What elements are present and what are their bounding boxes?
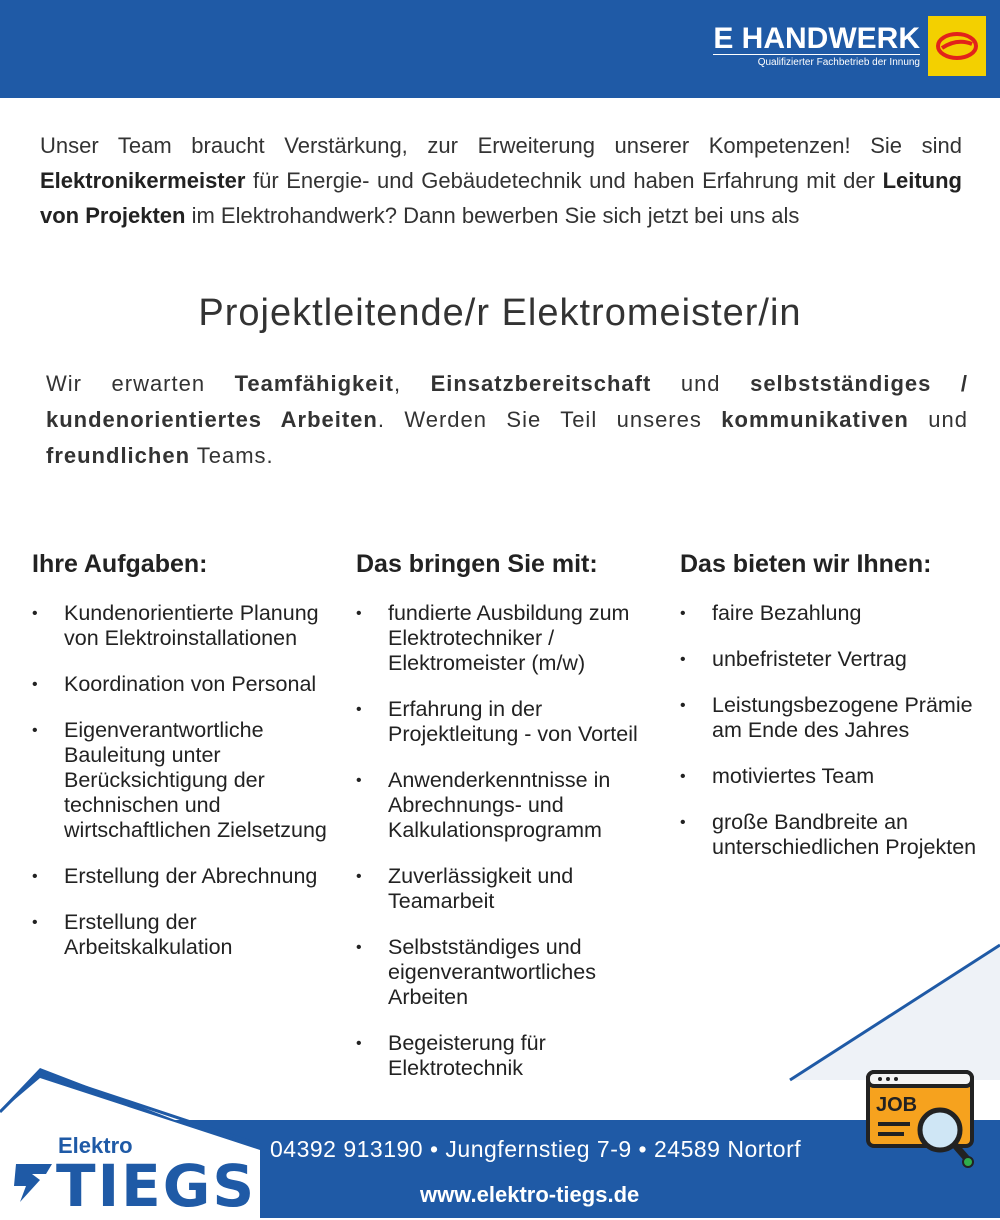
brand-subtitle: Qualifizierter Fachbetrieb der Innung [713,54,920,68]
column-heading: Das bieten wir Ihnen: [680,550,932,578]
expect-bold-4: kommunikativen [721,407,909,432]
list-item: • Zuverlässigkeit und Teamarbeit [356,864,656,914]
job-search-icon [864,1068,980,1178]
column-anforderungen [356,550,656,1102]
list-item: • motiviertes Team [680,764,980,789]
logo-elektro-text: Elektro [58,1133,133,1158]
column-heading: Ihre Aufgaben: [32,550,208,578]
expect-text-3: und [651,371,751,396]
lightning-bolt-icon [12,1160,56,1206]
logo-tiegs-text: TIEGS [56,1152,257,1220]
list-item: • Kundenorientierte Planung von Elektroinstallationen [32,601,332,651]
expect-bold-3: selbstständiges / kundenorientiertes Arbeiten [46,371,968,432]
expect-bold-2: Einsatzbereitschaft [430,371,652,396]
website-link[interactable]: www.elektro-tiegs.de [420,1182,640,1207]
list-item: • unbefristeter Vertrag [680,647,980,672]
expect-text-4: . Werden Sie Teil unseres [377,407,722,432]
column-aufgaben [32,550,332,981]
list-item: • Koordination von Personal [32,672,332,697]
expect-text-2: , [393,371,431,396]
list-item: • fundierte Ausbildung zum Elektrotechniker / Elektromeister (m/w) [356,601,656,676]
contact-line: 04392 913190 • Jungfernstieg 7-9 • 24589 Nortorf [270,1136,802,1162]
intro-bold-2: Leitung von Projekten [40,168,962,228]
list-item: • Anwenderkenntnisse in Abrechnungs- und Kalkulationsprogramm [356,768,656,843]
column-heading: Das bringen Sie mit: [356,550,598,578]
list-item: • Erfahrung in der Projektleitung - von Vorteil [356,697,656,747]
expect-text-5: und [908,407,968,432]
column-angebot [680,550,980,881]
list-item: • Begeisterung für Elektrotechnik [356,1031,656,1081]
expect-text-6: Teams. [190,443,274,468]
expect-bold-1: Teamfähigkeit [234,371,394,396]
list-item: • Erstellung der Abrechnung [32,864,332,889]
intro-text-3: im Elektrohandwerk? Dann bewerben Sie sich jetzt bei uns als [185,203,800,228]
intro-text-1: Unser Team braucht Verstärkung, zur Erweiterung unserer Kompetenzen! Sie sind [40,133,962,158]
list-item: • Erstellung der Arbeitskalkulation [32,910,332,960]
list-item: • Leistungsbezogene Prämie am Ende des Jahres [680,693,980,743]
list-item: • große Bandbreite an unterschiedlichen Projekten [680,810,980,860]
expect-text-1: Wir erwarten [46,371,235,396]
brand-title: E HANDWERK [713,22,920,55]
job-badge-text: JOB [876,1094,918,1116]
list-item: • faire Bezahlung [680,601,980,626]
list-item: • Eigenverantwortliche Bauleitung unter Berücksichtigung der technischen und wirtschaftlichen Zielsetzung [32,718,332,843]
list-item: • Selbstständiges und eigenverantwortliches Arbeiten [356,935,656,1010]
expect-bold-5: freundlichen [46,443,191,468]
intro-text-2: für Energie- und Gebäudetechnik und haben Erfahrung mit der [245,168,883,193]
intro-bold-1: Elektronikermeister [40,168,246,193]
job-title: Projektleitende/r Elektromeister/in [198,292,802,334]
